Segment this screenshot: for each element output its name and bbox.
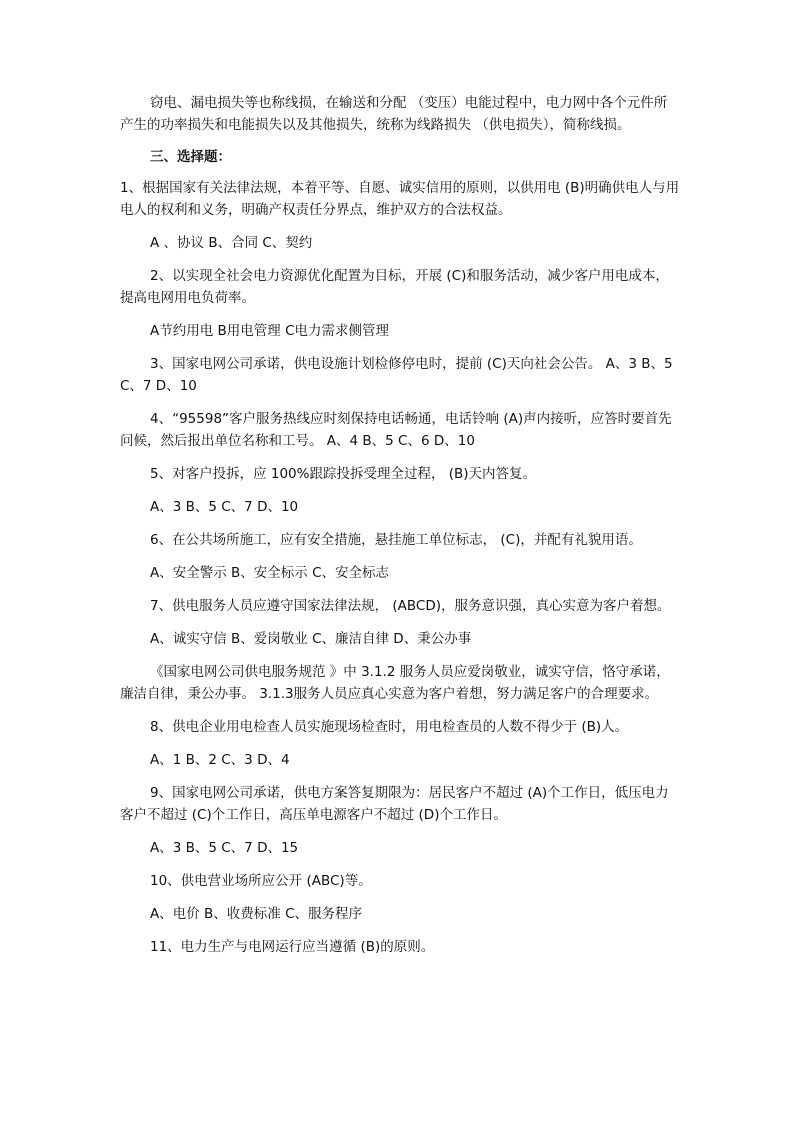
question-10: 10、供电营业场所应公开 (ABC)等。 (150, 873, 372, 889)
options-5: A、3 B、5 C、7 D、10 (150, 499, 299, 515)
question-2: 2、以实现全社会电力资源优化配置为目标，开展 (C)和服务活动，减少客户用电成本，提高电网用电负荷率。 (120, 268, 669, 306)
section-title: 三、选择题： (150, 149, 231, 165)
question-1: 1、根据国家有关法律法规，本着平等、自愿、诚实信用的原则，以供用电 (B)明确供电人与用电人的权利和义务，明确产权责任分界点，维护双方的合法权益。 (120, 180, 680, 218)
options-8: A、1 B、2 C、3 D、4 (150, 752, 290, 768)
question-8: 8、供电企业用电检查人员实施现场检查时，用电检查员的人数不得少于 (B)人。 (150, 719, 629, 735)
question-5: 5、对客户投拆，应 100%跟踪投拆受理全过程， (B)天内答复。 (150, 466, 537, 482)
intro-paragraph: 窃电、漏电损失等也称线损，在输送和分配 （变压）电能过程中，电力网中各个元件所产生的功率损失和电能损失以及其他损失，统称为线路损失 （供电损失），简称线损。 (120, 95, 668, 133)
options-6: A、安全警示 B、安全标示 C、安全标志 (150, 565, 390, 581)
question-6: 6、在公共场所施工，应有安全措施，悬挂施工单位标志， (C)，并配有礼貌用语。 (150, 532, 642, 548)
question-9: 9、国家电网公司承诺，供电方案答复期限为：居民客户不超过 (A)个工作日，低压电力客户不超过 (C)个工作日，高压单电源客户不超过 (D)个工作日。 (120, 785, 669, 823)
question-3: 3、国家电网公司承诺，供电设施计划检修停电时，提前 (C)天向社会公告。 A、3 B、5 C、7 D、10 (120, 356, 673, 394)
options-9: A、3 B、5 C、7 D、15 (150, 840, 299, 856)
question-7: 7、供电服务人员应遵守国家法律法规， (ABCD)，服务意识强，真心实意为客户着想。 (150, 598, 671, 614)
options-7: A、诚实守信 B、爱岗敬业 C、廉洁自律 D、秉公办事 (150, 631, 472, 647)
question-11: 11、电力生产与电网运行应当遵循 (B)的原则。 (150, 939, 435, 955)
options-1: A 、协议 B、合同 C、契约 (150, 235, 313, 251)
document-page (120, 92, 680, 958)
question-4: 4、“95598”客户服务热线应时刻保持电话畅通，电话铃响 (A)声内接听，应答时要首先问候，然后报出单位名称和工号。 A、4 B、5 C、6 D、10 (120, 411, 672, 449)
options-10: A、电价 B、收费标准 C、服务程序 (150, 906, 363, 922)
options-2: A节约用电 B用电管理 C电力需求侧管理 (150, 323, 390, 339)
note-paragraph: 《国家电网公司供电服务规范 》中 3.1.2 服务人员应爱岗敬业，诚实守信，恪守承诺，廉洁自律，秉公办事。 3.1.3服务人员应真心实意为客户着想，努力满足客户的合理要求。 (120, 664, 670, 702)
